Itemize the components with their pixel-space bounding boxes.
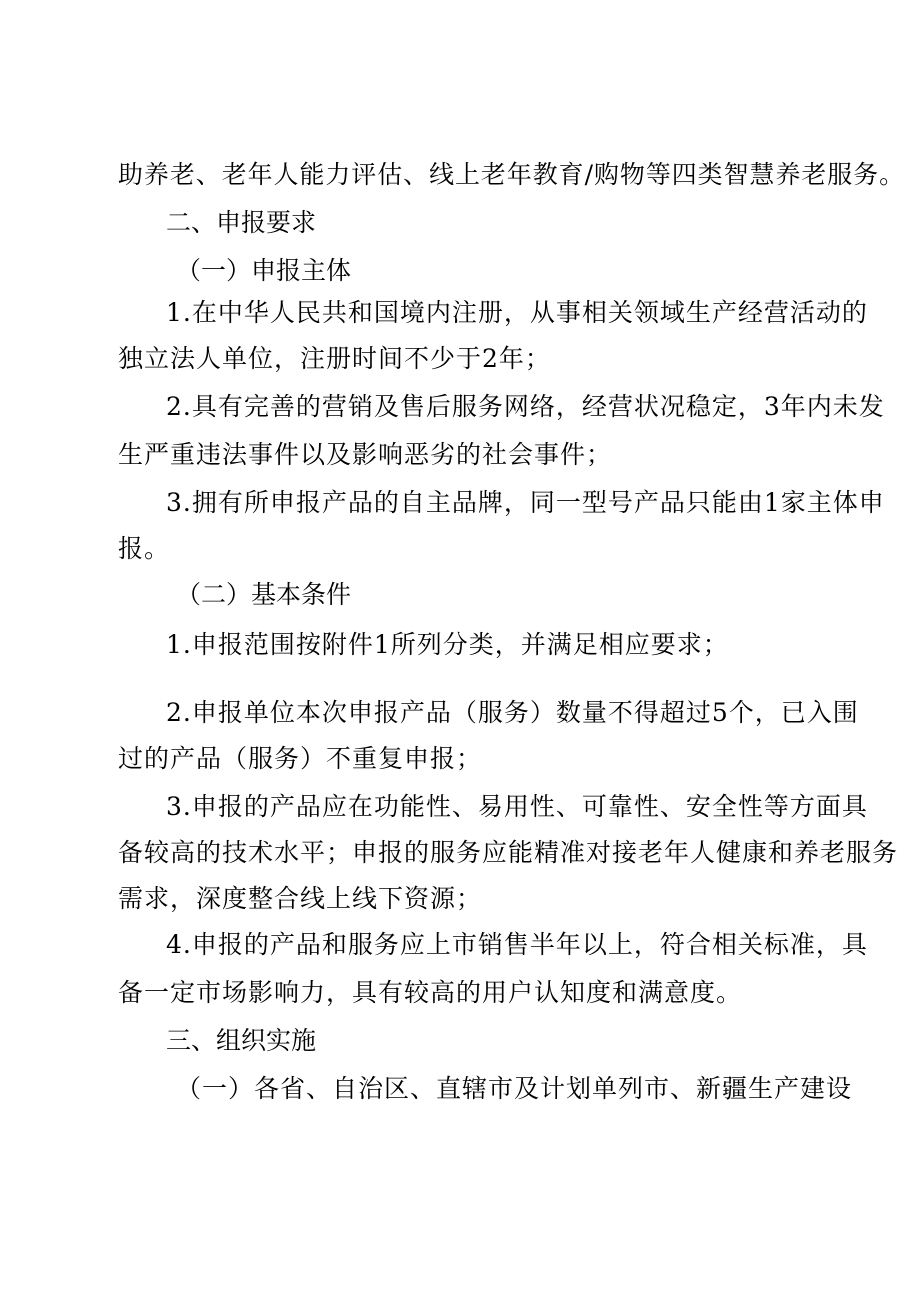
body-text-line: 1.在中华人民共和国境内注册，从事相关领域生产经营活动的 — [166, 298, 868, 327]
subsection-heading: （一）申报主体 — [176, 256, 352, 285]
section-heading: 三、组织实施 — [166, 1026, 317, 1055]
body-text-line: 报。 — [118, 534, 171, 563]
body-text-line: 备一定市场影响力，具有较高的用户认知度和满意度。 — [118, 978, 743, 1007]
body-text-line: 需求，深度整合线上线下资源； — [118, 884, 483, 913]
body-text-line: 2.申报单位本次申报产品（服务）数量不得超过5个，已入围 — [166, 698, 859, 727]
body-text-line: 生严重违法事件以及影响恶劣的社会事件； — [118, 440, 613, 469]
body-text-line: 助养老、老年人能力评估、线上老年教育/购物等四类智慧养老服务。 — [118, 160, 906, 189]
body-text-line: 3.申报的产品应在功能性、易用性、可靠性、安全性等方面具 — [166, 792, 868, 821]
body-text-line: （一）各省、自治区、直辖市及计划单列市、新疆生产建设 — [176, 1074, 853, 1103]
body-text-line: 1.申报范围按附件1所列分类，并满足相应要求； — [166, 630, 729, 659]
body-text-line: 2.具有完善的营销及售后服务网络，经营状况稳定，3年内未发 — [166, 392, 885, 421]
subsection-heading: （二）基本条件 — [176, 580, 352, 609]
section-heading: 二、申报要求 — [166, 208, 317, 237]
body-text-line: 3.拥有所申报产品的自主品牌，同一型号产品只能由1家主体申 — [166, 488, 885, 517]
body-text-line: 备较高的技术水平；申报的服务应能精准对接老年人健康和养老服务 — [118, 838, 899, 867]
body-text-line: 过的产品（服务）不重复申报； — [118, 744, 483, 773]
body-text-line: 独立法人单位，注册时间不少于2年； — [118, 344, 551, 373]
body-text-line: 4.申报的产品和服务应上市销售半年以上，符合相关标准，具 — [166, 930, 868, 959]
